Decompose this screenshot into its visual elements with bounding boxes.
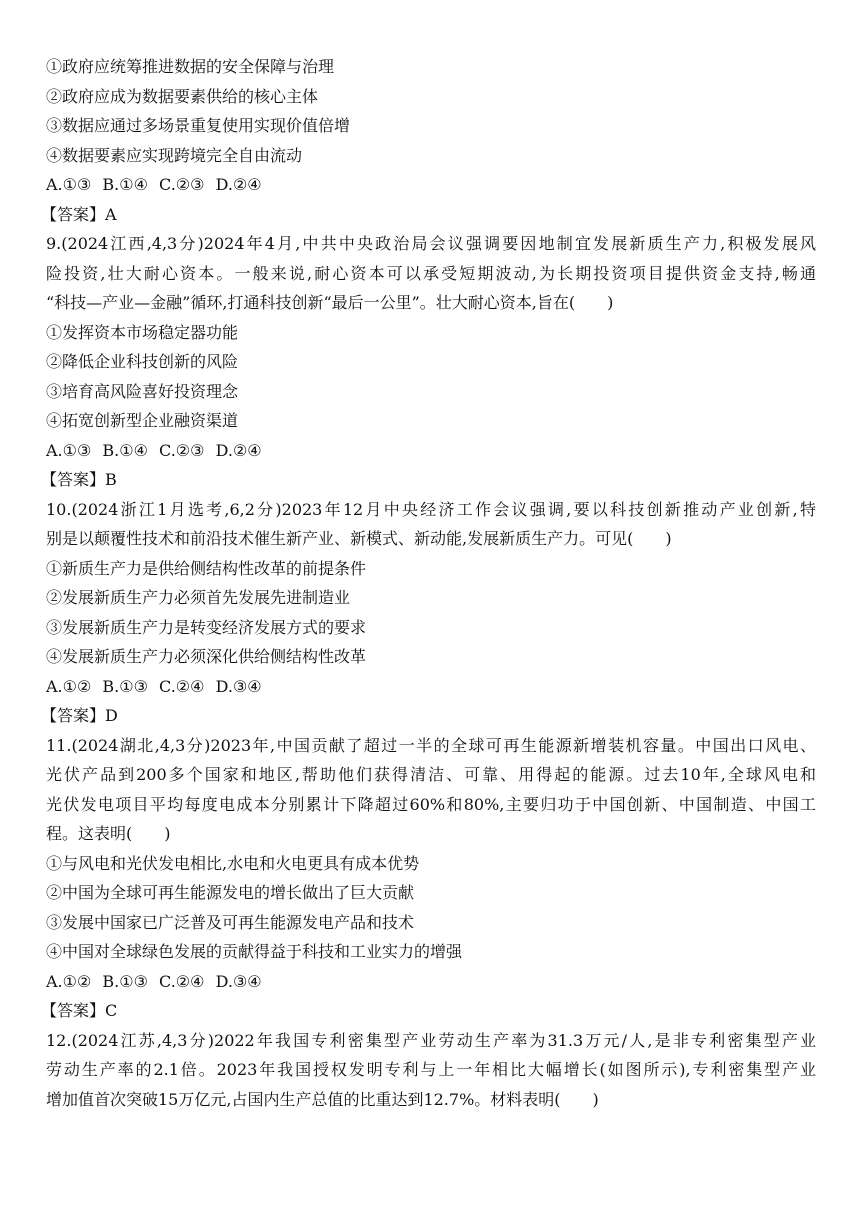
- question-stem-line: 光伏产品到200多个国家和地区,帮助他们获得清洁、可靠、用得起的能源。过去10年,全球风电和: [46, 765, 816, 784]
- choice-item: ③发展新质生产力是转变经济发展方式的要求: [46, 617, 367, 637]
- question-stem-line: 程。这表明( ): [46, 824, 171, 843]
- option-a: A.①③: [46, 175, 92, 194]
- choice-item: ②政府应成为数据要素供给的核心主体: [46, 86, 319, 106]
- option-b: B.①④: [102, 440, 148, 460]
- option-c: C.②③: [159, 440, 205, 460]
- option-b: B.①③: [102, 676, 148, 696]
- question-9: [41, 229, 816, 495]
- question-stem-line: 险投资,壮大耐心资本。一般来说,耐心资本可以承受短期波动,为长期投资项目提供资金支持,畅通: [46, 263, 816, 283]
- choice-item: ④发展新质生产力必须深化供给侧结构性改革: [46, 647, 367, 666]
- question-stem-line: 9.(2024江西,4,3分)2024年4月,中共中央政治局会议强调要因地制宜发展新质生产力,积极发展风: [46, 234, 816, 253]
- choice-item: ①新质生产力是供给侧结构性改革的前提条件: [46, 558, 367, 578]
- option-b: B.①④: [102, 175, 148, 194]
- question-stem-line: 光伏发电项目平均每度电成本分别累计下降超过60%和80%,主要归功于中国创新、中国制造、中国工: [46, 794, 816, 814]
- answer-options: [46, 967, 816, 997]
- option-a: A.①②: [46, 676, 92, 696]
- question-10: [41, 495, 816, 731]
- option-c: C.②④: [159, 971, 205, 991]
- question-stem-line: 12.(2024江苏,4,3分)2022年我国专利密集型产业劳动生产率为31.3万元/人,是非专利密集型产业: [46, 1030, 816, 1050]
- choice-item: ①发挥资本市场稳定器功能: [46, 322, 239, 342]
- choice-item: ②降低企业科技创新的风险: [46, 352, 239, 371]
- answer-key: 【答案】C: [41, 1001, 118, 1020]
- question-stem-line: 劳动生产率的2.1倍。2023年我国授权发明专利与上一年相比大幅增长(如图所示),专利密集型产业: [46, 1060, 816, 1079]
- choice-item: ①政府应统筹推进数据的安全保障与治理: [46, 57, 335, 76]
- option-b: B.①③: [102, 971, 148, 991]
- choice-item: ④中国对全球绿色发展的贡献得益于科技和工业实力的增强: [46, 942, 463, 961]
- choice-item: ③培育高风险喜好投资理念: [46, 381, 239, 401]
- option-a: A.①③: [46, 440, 92, 460]
- choice-item: ②中国为全球可再生能源发电的增长做出了巨大贡献: [46, 883, 415, 902]
- option-d: D.②④: [215, 440, 262, 460]
- choice-item: ④数据要素应实现跨境完全自由流动: [46, 145, 303, 165]
- answer-options: [46, 170, 816, 200]
- option-d: D.③④: [215, 971, 262, 991]
- question-stem-line: “科技—产业—金融”循环,打通科技创新“最后一公里”。壮大耐心资本,旨在( ): [46, 293, 614, 312]
- choice-item: ③数据应通过多场景重复使用实现价值倍增: [46, 116, 351, 135]
- option-c: C.②③: [159, 175, 205, 194]
- choice-item: ①与风电和光伏发电相比,水电和火电更具有成本优势: [46, 853, 420, 873]
- answer-key: 【答案】B: [41, 470, 117, 489]
- option-c: C.②④: [159, 676, 205, 696]
- answer-options: [46, 672, 816, 702]
- choice-item: ③发展中国家已广泛普及可再生能源发电产品和技术: [46, 912, 415, 932]
- question-8-continued: [41, 52, 816, 229]
- document-page: [41, 52, 816, 1114]
- option-a: A.①②: [46, 971, 92, 991]
- option-d: D.②④: [215, 175, 262, 194]
- answer-key: 【答案】D: [41, 706, 118, 725]
- question-stem-line: 增加值首次突破15万亿元,占国内生产总值的比重达到12.7%。材料表明( ): [46, 1089, 599, 1109]
- question-stem-line: 11.(2024湖北,4,3分)2023年,中国贡献了超过一半的全球可再生能源新增装机容量。中国出口风电、: [46, 735, 816, 755]
- question-12: [46, 1026, 816, 1115]
- question-stem-line: 别是以颠覆性技术和前沿技术催生新产业、新模式、新动能,发展新质生产力。可见( ): [46, 529, 672, 548]
- answer-options: [46, 436, 816, 466]
- choice-item: ②发展新质生产力必须首先发展先进制造业: [46, 588, 351, 607]
- option-d: D.③④: [215, 676, 262, 696]
- question-stem-line: 10.(2024浙江1月选考,6,2分)2023年12月中央经济工作会议强调,要以科技创新推动产业创新,特: [46, 499, 816, 519]
- choice-item: ④拓宽创新型企业融资渠道: [46, 411, 239, 430]
- question-11: [41, 731, 816, 1026]
- answer-key: 【答案】A: [41, 204, 117, 224]
